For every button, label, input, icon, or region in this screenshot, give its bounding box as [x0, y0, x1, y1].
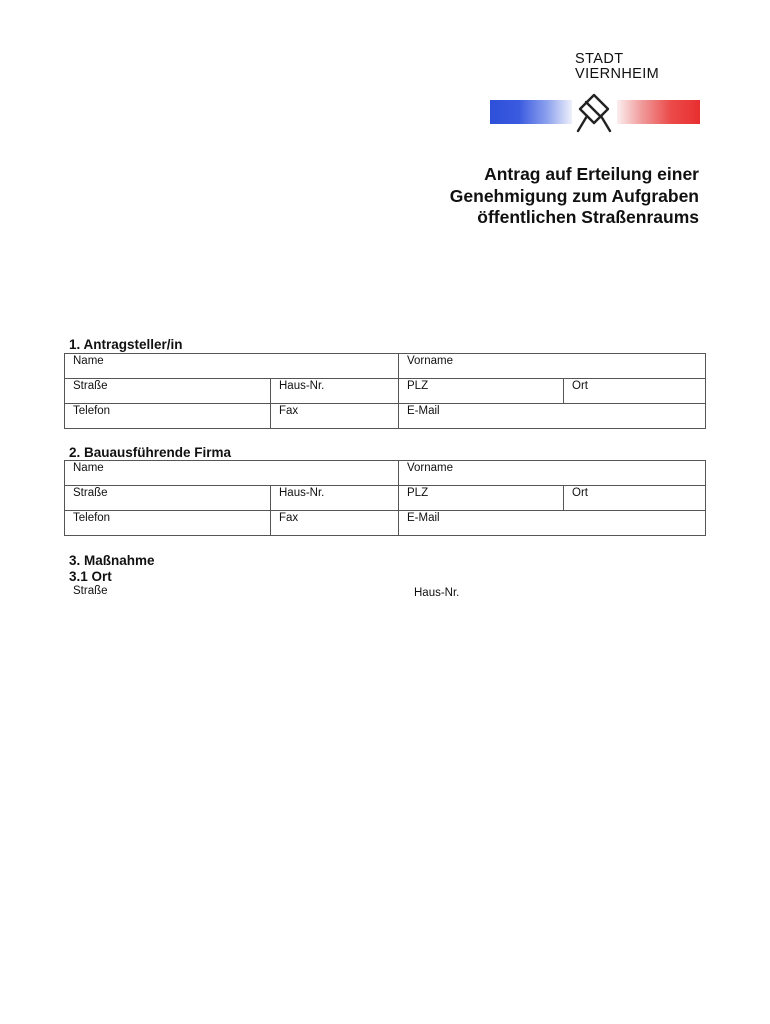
field-label: Name [73, 355, 104, 367]
field-label: Telefon [73, 405, 111, 417]
company-ort-field[interactable] [564, 486, 706, 511]
company-email-field[interactable] [399, 511, 706, 536]
field-label: Straße [73, 380, 108, 392]
applicant-telefon-field[interactable] [65, 404, 271, 429]
field-label: Vorname [407, 462, 454, 474]
company-strasse-field[interactable] [65, 486, 271, 511]
company-telefon-field[interactable] [65, 511, 271, 536]
field-label: Haus-Nr. [279, 380, 325, 392]
field-label: PLZ [407, 487, 429, 499]
applicant-strasse-field[interactable] [65, 379, 271, 404]
applicant-plz-field[interactable] [399, 379, 564, 404]
applicant-ort-field[interactable] [564, 379, 706, 404]
field-label: Name [73, 462, 104, 474]
section-3-heading: 3. Maßnahme [69, 553, 155, 568]
title-line-3: öffentlichen Straßenraums [477, 207, 699, 227]
company-hausnr-field[interactable] [271, 486, 399, 511]
measure-hausnr-field[interactable]: Haus-Nr. [414, 587, 460, 599]
field-label: Fax [279, 512, 299, 524]
field-label: Fax [279, 405, 299, 417]
section-3-1-heading: 3.1 Ort [69, 569, 112, 584]
company-vorname-field[interactable] [399, 461, 706, 486]
field-label: Haus-Nr. [279, 487, 325, 499]
field-label: PLZ [407, 380, 429, 392]
logo-blue-stripe [490, 100, 572, 124]
applicant-name-field[interactable] [65, 354, 399, 379]
title-line-2: Genehmigung zum Aufgraben [449, 185, 699, 206]
applicant-email-field[interactable] [399, 404, 706, 429]
field-label: Straße [73, 487, 108, 499]
field-label: Vorname [407, 355, 454, 367]
field-label: Ort [572, 380, 588, 392]
applicant-hausnr-field[interactable] [271, 379, 399, 404]
applicant-table [64, 353, 706, 429]
logo-red-stripe [617, 100, 700, 124]
logo-line-stadt: STADT [575, 51, 624, 67]
field-label: E-Mail [407, 512, 440, 524]
company-fax-field[interactable] [271, 511, 399, 536]
title-line-1: Antrag auf Erteilung einer [484, 164, 699, 184]
field-label: Telefon [73, 512, 111, 524]
city-logo-text [575, 52, 659, 82]
company-name-field[interactable] [65, 461, 399, 486]
measure-strasse-field[interactable]: Straße [73, 585, 108, 597]
pretzel-emblem-icon [572, 92, 616, 134]
section-2-heading: 2. Bauausführende Firma [69, 445, 232, 460]
applicant-vorname-field[interactable] [399, 354, 706, 379]
company-plz-field[interactable] [399, 486, 564, 511]
field-label: Ort [572, 487, 588, 499]
document-title [450, 164, 699, 229]
field-label: E-Mail [407, 405, 440, 417]
applicant-fax-field[interactable] [271, 404, 399, 429]
logo-line-viernheim: VIERNHEIM [575, 66, 660, 82]
section-1-heading: 1. Antragsteller/in [69, 337, 183, 352]
company-table [64, 460, 706, 536]
